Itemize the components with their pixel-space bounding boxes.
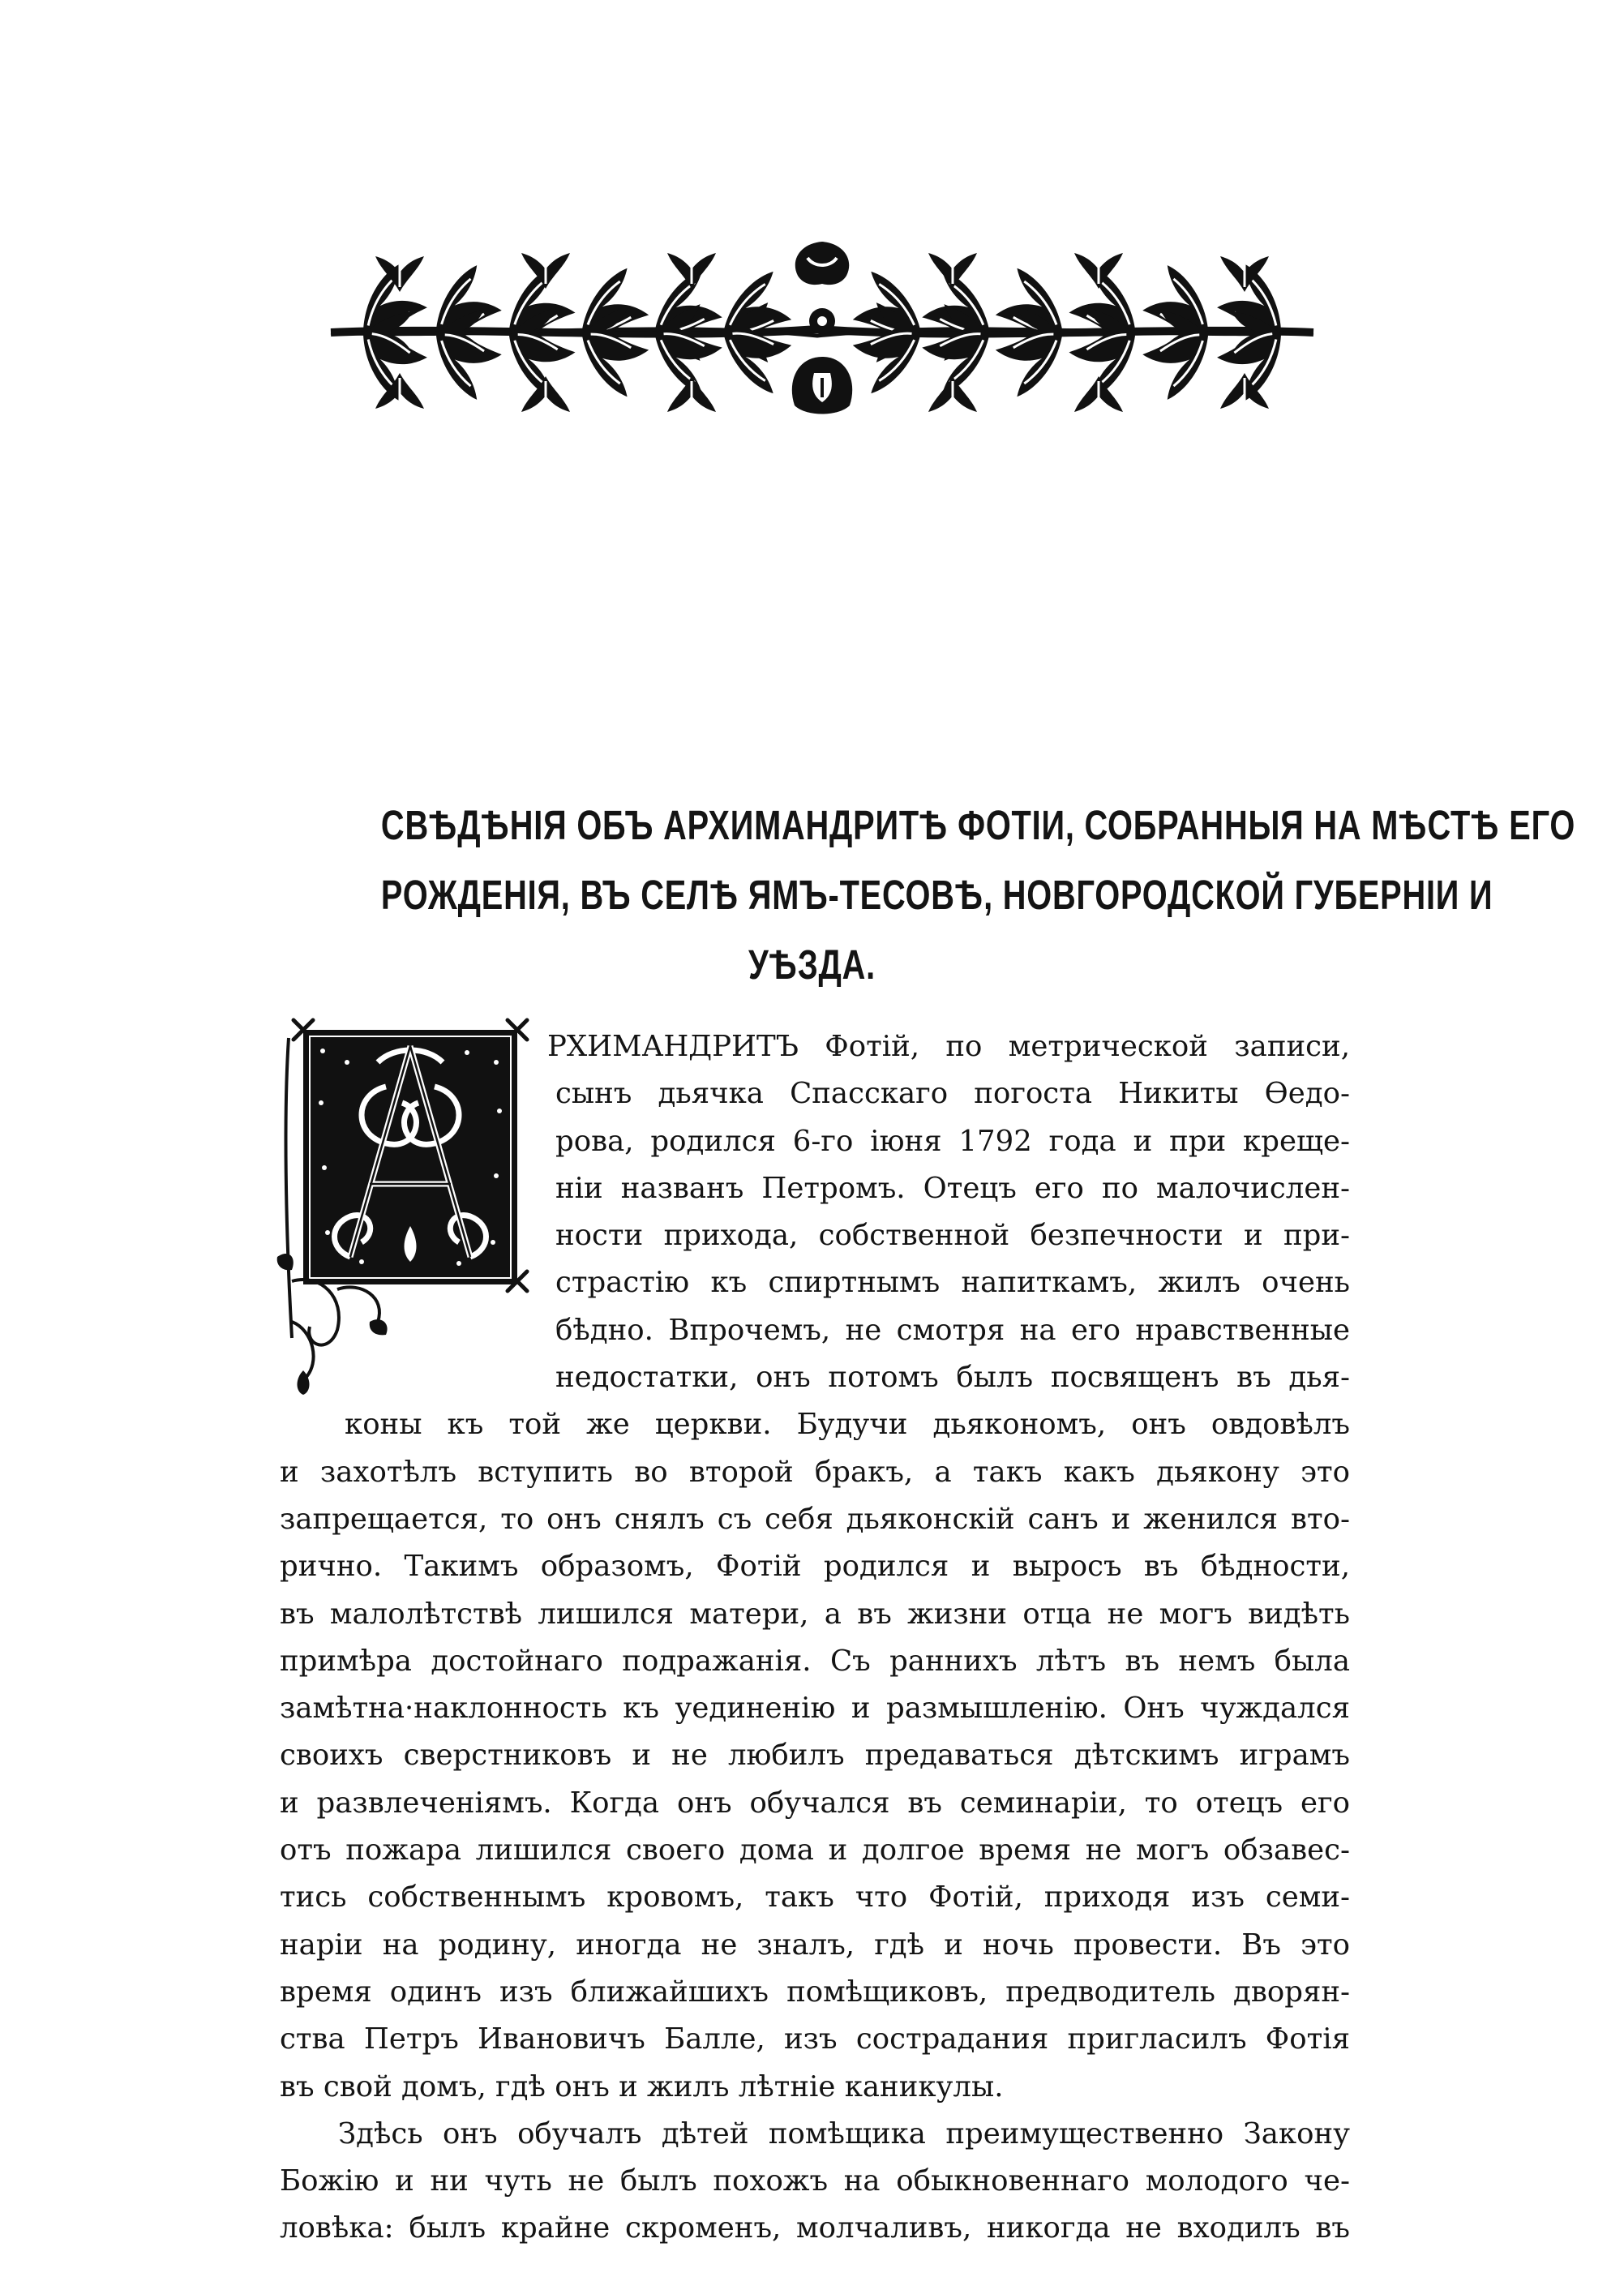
article-body: [280, 1023, 1350, 2253]
text-line: ства Петръ Ивановичъ Балле, изъ сострадания пригласилъ Фотія: [280, 2022, 1350, 2056]
text-line: въ свой домъ, гдѣ онъ и жилъ лѣтніе каникулы.: [280, 2069, 1004, 2103]
text-line: въ малолѣтствѣ лишился матери, а въ жизни отца не могъ видѣть: [280, 1597, 1350, 1631]
text-line: время одинъ изъ ближайшихъ помѣщиковъ, предводитель дворян-: [280, 1975, 1350, 2009]
text-line: недостатки, онъ потомъ былъ посвященъ въ дья-: [555, 1361, 1350, 1395]
article-title: [380, 791, 1576, 1000]
text-line: страстію къ спиртнымъ напиткамъ, жилъ очень: [555, 1266, 1350, 1300]
text-line: и развлеченіямъ. Когда онъ обучался въ семинаріи, то отецъ его: [280, 1786, 1350, 1820]
text-line: ніи названъ Петромъ. Отецъ его по малочислен-: [555, 1171, 1350, 1205]
text-line: ловѣка: былъ крайне скроменъ, молчаливъ, никогда не входилъ въ: [280, 2211, 1350, 2245]
text-line: ности прихода, собственной безпечности и при-: [555, 1219, 1350, 1253]
text-line: и захотѣлъ вступить во второй бракъ, а такъ какъ дьякону это: [280, 1455, 1350, 1489]
text-line: тись собственнымъ кровомъ, такъ что Фотій, приходя изъ семи-: [280, 1880, 1350, 1915]
text-line: Здѣсь онъ обучалъ дѣтей помѣщика преимущественно Закону: [338, 2116, 1350, 2151]
text-line: примѣра достойнаго подражанія. Съ раннихъ лѣтъ въ немъ была: [280, 1644, 1350, 1678]
text-line: коны къ той же церкви. Будучи дьякономъ, онъ овдовѣлъ: [345, 1408, 1350, 1442]
text-line: отъ пожара лишился своего дома и долгое время не могъ обзавес-: [280, 1833, 1350, 1868]
text-line: рова, родился 6-го іюня 1792 года и при креще-: [555, 1124, 1350, 1158]
text-line: рично. Такимъ образомъ, Фотій родился и выросъ въ бѣдности,: [280, 1550, 1350, 1584]
text-line: Божію и ни чуть не былъ похожъ на обыкновеннаго молодого че-: [280, 2164, 1350, 2198]
ornamental-headpiece: [315, 235, 1330, 423]
text-line: РХИМАНДРИТЪ Фотій, по метрической записи,: [547, 1030, 1350, 1063]
text-line: сынъ дьячка Спасскаго погоста Никиты Ѳедо-: [555, 1077, 1350, 1111]
title-line: УѢЗДА.: [748, 941, 876, 988]
title-line: СВѢДѢНІЯ ОБЪ АРХИМАНДРИТѢ ФОТІИ, СОБРАННЫЯ НА МѢСТѢ ЕГО: [380, 802, 1576, 848]
text-line: замѣтна·наклонность къ уединенію и размышленію. Онъ чуждался: [280, 1692, 1350, 1726]
text-line: наріи на родину, иногда не зналъ, гдѣ и ночь провести. Въ это: [280, 1928, 1350, 1962]
text-line: запрещается, то онъ снялъ съ себя дьяконскій санъ и женился вто-: [280, 1502, 1350, 1536]
text-line: своихъ сверстниковъ и не любилъ предаваться дѣтскимъ играмъ: [280, 1739, 1350, 1773]
text-line: бѣдно. Впрочемъ, не смотря на его нравственные: [555, 1313, 1350, 1347]
title-line: РОЖДЕНІЯ, ВЪ СЕЛѢ ЯМЪ-ТЕСОВѢ, НОВГОРОДСКОЙ ГУБЕРНІИ И: [380, 872, 1493, 918]
